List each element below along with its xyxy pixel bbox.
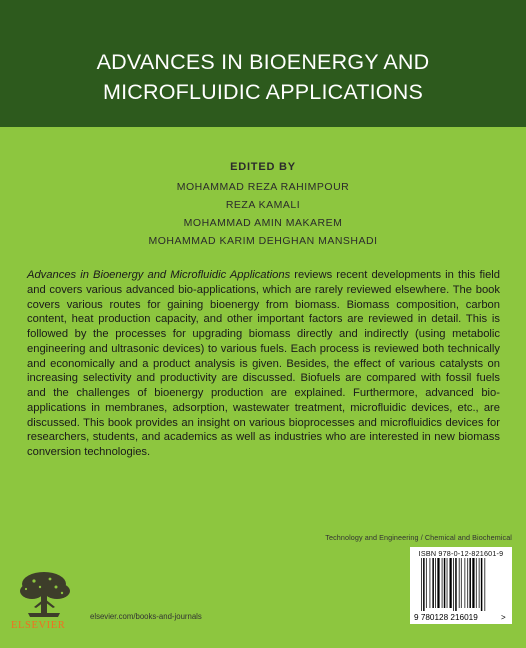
book-title-line-2: MICROFLUIDIC APPLICATIONS: [103, 80, 423, 104]
book-description-body: reviews recent developments in this field and covers various advanced bio-applications, which are rarely reviewed elsewhere. The book covers various routes for gaining bioenergy from biomass. Biomass composition, carbon content, heat production capacity, and other important factors are reviewed in detail. This is followed by the processes for upgrading biomass directly and indirectly (using metabolic engineering and ultrasonic devices) to various fuels. Each process is reviewed both technically and economically and a product analysis is given. Besides, the effect of various catalysts on increasing selectivity and productivity are discussed. Biofuels are compared with fossil fuels and the challenges of bioenergy production are explained. Furthermore, advanced bio-applications in membranes, adsorption, wastewater treatment, microfluidic devices, etc., are discussed. This book provides an insight on various bioprocesses and microfluidics devices for researchers, students, and academics as well as industries who are interested in new biomass conversion technologies.: [27, 269, 500, 458]
isbn-number: ISBN 978-0-12-821601-9: [418, 549, 504, 558]
editors-block: [0, 160, 526, 250]
editor-name: MOHAMMAD AMIN MAKAREM: [183, 217, 343, 229]
editor-name: MOHAMMAD KARIM DEHGHAN MANSHADI: [148, 235, 378, 247]
editor-name: MOHAMMAD REZA RAHIMPOUR: [176, 181, 350, 193]
edited-by-label: EDITED BY: [230, 161, 296, 173]
isbn-barcode: [410, 547, 512, 624]
publisher-logo-text: ELSEVIER: [11, 620, 66, 631]
barcode-digits: 9 780128 216019: [414, 613, 478, 622]
editor-name: REZA KAMALI: [225, 199, 301, 211]
book-title-line-1: ADVANCES IN BIOENERGY AND: [96, 50, 430, 74]
book-title: [0, 47, 526, 107]
book-description: [27, 268, 500, 460]
barcode-icon: [413, 558, 509, 622]
subject-category: Technology and Engineering / Chemical and Biochemical: [325, 533, 512, 542]
book-description-title: Advances in Bioenergy and Microfluidic Applications: [27, 269, 291, 281]
publisher-url[interactable]: elsevier.com/books-and-journals: [90, 612, 202, 621]
barcode-addon-mark: >: [501, 613, 506, 622]
title-banner: [0, 0, 526, 127]
